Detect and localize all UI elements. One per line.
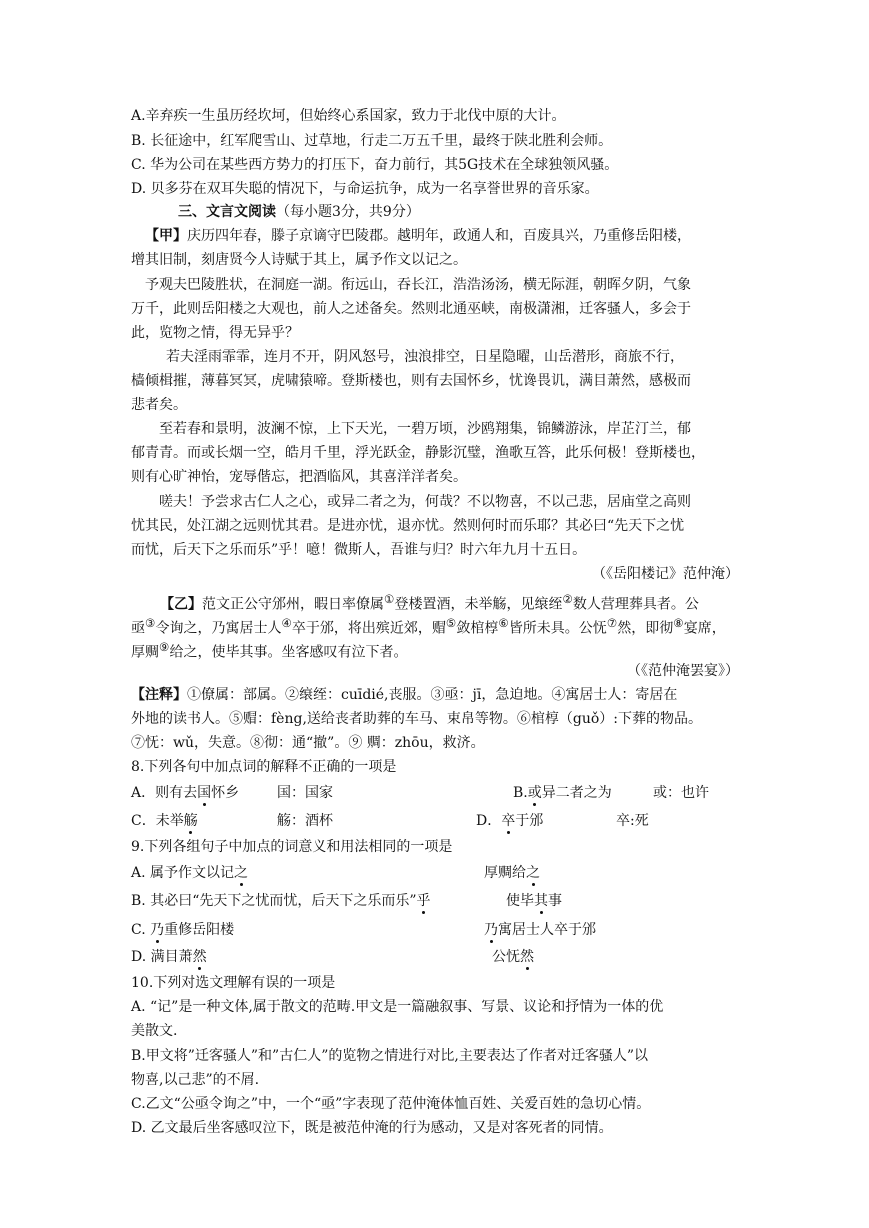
option-text: 重修岳阳楼 <box>164 922 235 938</box>
dotted-word: 然 <box>192 949 207 965</box>
passage-jia-p3-line1: 若夫淫雨霏霏，连月不开，阴风怒号，浊浪排空，日星隐曜，山岳潜形，商旅不行， <box>166 349 684 365</box>
section-title: 三、文言文阅读 <box>178 204 276 220</box>
notes-text: ①僚属：部属。②缞绖：cuīdié,丧服。③亟：jī，急迫地。④寓居士人：寄居在 <box>187 687 678 703</box>
passage-yi-label: 【乙】 <box>160 596 202 613</box>
passage-yi-text: 登楼置酒，未举觞，见缞绖 <box>394 596 563 613</box>
passage-jia-p5-line2: 忧其民，处江湖之远则忧其君。是进亦忧，退亦忧。然则何时而乐耶？其必曰“先天下之忧 <box>131 518 685 534</box>
option-text: A．则有去 <box>131 785 198 801</box>
notes-line3: ⑦怃：wǔ，失意。⑧彻：通“撤”。⑨ 赒：zhōu，救济。 <box>131 735 485 751</box>
dotted-word: 其 <box>534 893 548 909</box>
section-heading <box>178 201 420 223</box>
q10-option-d: D. 乙文最后坐客感叹泣下，既是被范仲淹的行为感动，又是对客死者的同情。 <box>131 1120 613 1136</box>
passage-jia-p3-line2: 樯倾楫摧，薄暮冥冥，虎啸猿啼。登斯楼也，则有去国怀乡，忧谗畏讥，满目萧然，感极而 <box>131 373 691 389</box>
notes-line2: 外地的读书人。⑤赗：fèng,送给丧者助葬的车马、束帛等物。⑥棺椁（guǒ）:下葬的物品。 <box>131 711 703 727</box>
q9-option-c1 <box>131 919 234 941</box>
passage-yi-text: 范文正公守邠州，暇日率僚属 <box>202 596 384 613</box>
option-text: 公怃 <box>492 949 520 965</box>
note-marker: ⑤ <box>445 616 457 630</box>
q7-option-a: A.辛弃疾一生虽历经坎坷，但始终心系国家，致力于北伐中原的大计。 <box>131 108 566 124</box>
passage-yi-text: 敛棺椁 <box>456 620 499 637</box>
note-marker: ⑧ <box>673 616 684 630</box>
note-marker: ④ <box>281 616 292 630</box>
passage-jia-p3-line3: 悲者矣。 <box>131 397 187 413</box>
option-text: D. 满目萧 <box>131 949 193 965</box>
passage-jia-source: （《岳阳楼记》范仲淹） <box>592 566 739 582</box>
section-score: （每小题3分，共9分） <box>276 204 420 220</box>
passage-jia-p4-line2: 郁青青。而或长烟一空，皓月千里，浮光跃金，静影沉璧，渔歌互答，此乐何极！登斯楼也， <box>131 445 705 461</box>
q8-stem: 8.下列各句中加点词的解释不正确的一项是 <box>131 759 397 775</box>
passage-yi-text: 给之，使毕其事。坐客感叹有泣下者。 <box>169 644 408 661</box>
dotted-word: 卒 <box>501 813 516 829</box>
q10-option-c: C.乙文“公亟令询之”中，一个“亟”字表现了范仲淹体恤百姓、关爱百姓的急切心情。 <box>131 1096 651 1112</box>
note-marker: ① <box>384 592 395 606</box>
option-text: C. <box>131 922 151 938</box>
q9-option-d1 <box>131 946 207 968</box>
passage-yi-text: 宴席， <box>683 620 726 637</box>
q8-option-b-explanation: 或：也许 <box>653 785 709 801</box>
note-marker: ⑨ <box>159 640 170 654</box>
q7-option-b: B. 长征途中，红军爬雪山、过草地，行走二万五千里，最终于陕北胜利会师。 <box>131 133 613 149</box>
option-text: A. 属予作文以记 <box>131 865 235 881</box>
note-marker: ③ <box>145 616 156 630</box>
dotted-word: 国 <box>197 785 212 801</box>
q10-option-b-line1: B.甲文将”迁客骚人”和”古仁人”的览物之情进行对比,主要表达了作者对迁客骚人”以 <box>131 1048 648 1064</box>
passage-jia-p2-line2: 万千，此则岳阳楼之大观也，前人之述备矣。然则北通巫峡，南极潇湘，迁客骚人，多会于 <box>131 301 691 317</box>
dotted-word: 然 <box>520 949 534 965</box>
passage-jia-p2-line3: 此，览物之情，得无异乎？ <box>131 325 299 341</box>
q7-option-c: C. 华为公司在某些西方势力的打压下，奋力前行，其5G技术在全球独领风骚。 <box>131 157 619 173</box>
passage-yi-text: 然，即彻 <box>617 620 674 637</box>
dotted-word: 或 <box>527 785 542 801</box>
option-text: 怀乡 <box>211 785 240 801</box>
dotted-word: 乃 <box>484 922 498 938</box>
q9-option-b1 <box>131 890 431 912</box>
option-text: 寓居士人卒于邠 <box>498 922 596 938</box>
q8-option-a <box>131 782 239 804</box>
option-text: 异二者之为 <box>541 785 612 801</box>
q8-option-a-explanation: 国：国家 <box>277 785 333 801</box>
q8-option-c-explanation: 觞：酒杯 <box>277 813 333 829</box>
q9-option-a1 <box>131 862 248 884</box>
passage-yi-text: 令询之，乃寓居士人 <box>155 620 282 637</box>
q9-stem: 9.下列各组句子中加点的词意义和用法相同的一项是 <box>131 839 453 855</box>
q8-option-b <box>513 782 612 804</box>
option-text: B. <box>513 785 528 801</box>
dotted-word: 之 <box>526 865 540 881</box>
option-text: 厚赒给 <box>484 865 526 881</box>
q10-option-b-line2: 物喜,以己悲”的不屑. <box>131 1072 260 1088</box>
q8-option-d-explanation: 卒:死 <box>616 813 649 829</box>
note-marker: ⑥ <box>498 616 509 630</box>
notes-label: 【注释】 <box>131 687 187 703</box>
passage-jia-p5-line3: 而忧，后天下之乐而乐”乎！噫！微斯人，吾谁与归？时六年九月十五日。 <box>131 542 587 558</box>
passage-jia-p1-line1 <box>145 225 691 247</box>
q8-option-c <box>131 810 198 832</box>
dotted-word: 之 <box>234 865 249 881</box>
q8-option-d <box>476 810 543 832</box>
passage-yi-text: 皆所未具。公怃 <box>508 620 607 637</box>
passage-jia-text: 庆历四年春，滕子京谪守巴陵郡。越明年，政通人和，百废具兴，乃重修岳阳楼， <box>187 228 691 244</box>
passage-yi-text: 亟 <box>131 620 145 637</box>
option-text: D． <box>476 813 502 829</box>
q9-option-b2 <box>506 890 562 912</box>
passage-jia-p4-line3: 则有心旷神怡，宠辱偕忘，把酒临风，其喜洋洋者矣。 <box>131 469 467 485</box>
passage-yi-text: 厚赒 <box>131 644 159 661</box>
q9-option-a2 <box>484 862 540 884</box>
dotted-word: 乎 <box>416 893 431 909</box>
q10-stem: 10.下列对选文理解有误的一项是 <box>131 975 336 991</box>
passage-jia-p4-line1: 至若春和景明，波澜不惊，上下天光，一碧万顷，沙鸥翔集，锦鳞游泳，岸芷汀兰，郁 <box>159 421 691 437</box>
note-marker: ② <box>562 592 573 606</box>
option-text: B. 其必曰“先天下之忧而忧，后天下之乐而乐” <box>131 893 417 909</box>
passage-jia-p1-line2: 增其旧制，刻唐贤今人诗赋于其上，属予作文以记之。 <box>131 252 467 268</box>
q7-option-d: D. 贝多芬在双耳失聪的情况下，与命运抗争，成为一名享誉世界的音乐家。 <box>131 181 599 197</box>
option-text: 使毕 <box>506 893 534 909</box>
dotted-word: 乃 <box>150 922 165 938</box>
option-text: 事 <box>548 893 562 909</box>
passage-yi-source: （《范仲淹罢宴》） <box>627 663 739 679</box>
passage-yi-line3 <box>131 636 407 664</box>
q9-option-d2 <box>492 946 534 968</box>
passage-yi-text: 数人营理葬具者。公 <box>572 596 699 613</box>
notes-line1 <box>131 684 677 706</box>
passage-jia-p5-line1: 嗟夫！予尝求古仁人之心，或异二者之为，何哉？不以物喜，不以己悲，居庙堂之高则 <box>159 494 691 510</box>
passage-yi-text: 卒于邠，将出殡近郊，赗 <box>291 620 446 637</box>
note-marker: ⑦ <box>606 616 618 630</box>
dotted-word: 觞 <box>183 813 198 829</box>
q10-option-a-line2: 美散文. <box>131 1023 178 1039</box>
passage-jia-label: 【甲】 <box>145 228 187 244</box>
passage-jia-p2-line1: 予观夫巴陵胜状，在洞庭一湖。衔远山，吞长江，浩浩汤汤，横无际涯，朝晖夕阴，气象 <box>145 277 691 293</box>
q10-option-a-line1: A. “记”是一种文体,属于散文的范畴.甲文是一篇融叙事、写景、议论和抒情为一体的优 <box>131 999 664 1015</box>
option-text: C．未举 <box>131 813 184 829</box>
option-text: 于邠 <box>515 813 544 829</box>
q9-option-c2 <box>484 919 596 941</box>
